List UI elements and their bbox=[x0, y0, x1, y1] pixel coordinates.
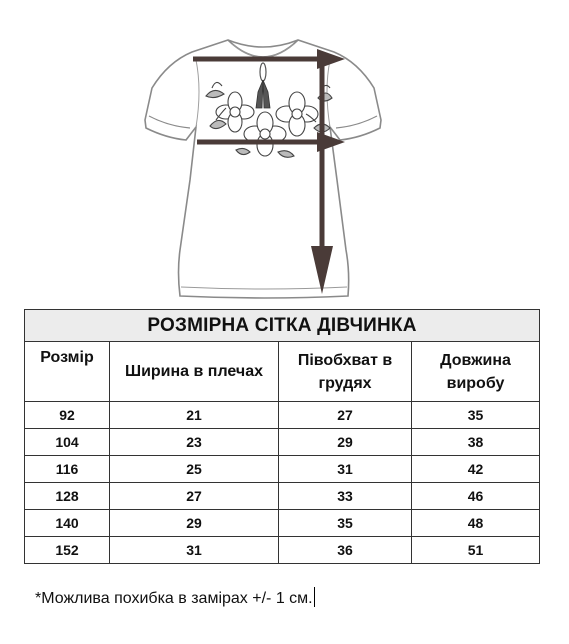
cell-chest: 27 bbox=[279, 402, 412, 429]
cell-chest: 31 bbox=[279, 456, 412, 483]
table-title-row bbox=[25, 310, 540, 342]
cell-size: 116 bbox=[25, 456, 110, 483]
cell-length: 35 bbox=[412, 402, 540, 429]
table-row bbox=[25, 510, 540, 537]
cell-shoulder: 21 bbox=[110, 402, 279, 429]
cell-shoulder: 31 bbox=[110, 537, 279, 564]
size-chart-table bbox=[24, 309, 540, 564]
cell-size: 104 bbox=[25, 429, 110, 456]
table-row bbox=[25, 402, 540, 429]
cell-size: 128 bbox=[25, 483, 110, 510]
table-row bbox=[25, 537, 540, 564]
cell-length: 48 bbox=[412, 510, 540, 537]
measurement-tolerance-note bbox=[35, 587, 315, 608]
header-shoulder-width: Ширина в плечах bbox=[110, 342, 279, 402]
table-header-row bbox=[25, 342, 540, 402]
cell-shoulder: 23 bbox=[110, 429, 279, 456]
table-title: РОЗМІРНА СІТКА ДІВЧИНКА bbox=[25, 310, 540, 342]
cell-shoulder: 25 bbox=[110, 456, 279, 483]
cell-chest: 36 bbox=[279, 537, 412, 564]
text-cursor bbox=[314, 587, 315, 607]
tshirt-sketch bbox=[0, 0, 569, 305]
cell-chest: 29 bbox=[279, 429, 412, 456]
tshirt-illustration bbox=[0, 0, 569, 305]
cell-chest: 35 bbox=[279, 510, 412, 537]
cell-size: 140 bbox=[25, 510, 110, 537]
cell-length: 42 bbox=[412, 456, 540, 483]
header-chest-half-girth: Півобхват в грудях bbox=[279, 342, 412, 402]
table-row bbox=[25, 483, 540, 510]
cell-shoulder: 29 bbox=[110, 510, 279, 537]
cell-length: 51 bbox=[412, 537, 540, 564]
header-garment-length: Довжина виробу bbox=[412, 342, 540, 402]
cell-size: 92 bbox=[25, 402, 110, 429]
table-row bbox=[25, 429, 540, 456]
cell-chest: 33 bbox=[279, 483, 412, 510]
cell-shoulder: 27 bbox=[110, 483, 279, 510]
note-text: *Можлива похибка в замірах +/- 1 см. bbox=[35, 590, 313, 607]
cell-size: 152 bbox=[25, 537, 110, 564]
cell-length: 38 bbox=[412, 429, 540, 456]
table-row bbox=[25, 456, 540, 483]
header-size: Розмір bbox=[25, 342, 110, 402]
cell-length: 46 bbox=[412, 483, 540, 510]
tshirt-outline bbox=[145, 40, 381, 298]
